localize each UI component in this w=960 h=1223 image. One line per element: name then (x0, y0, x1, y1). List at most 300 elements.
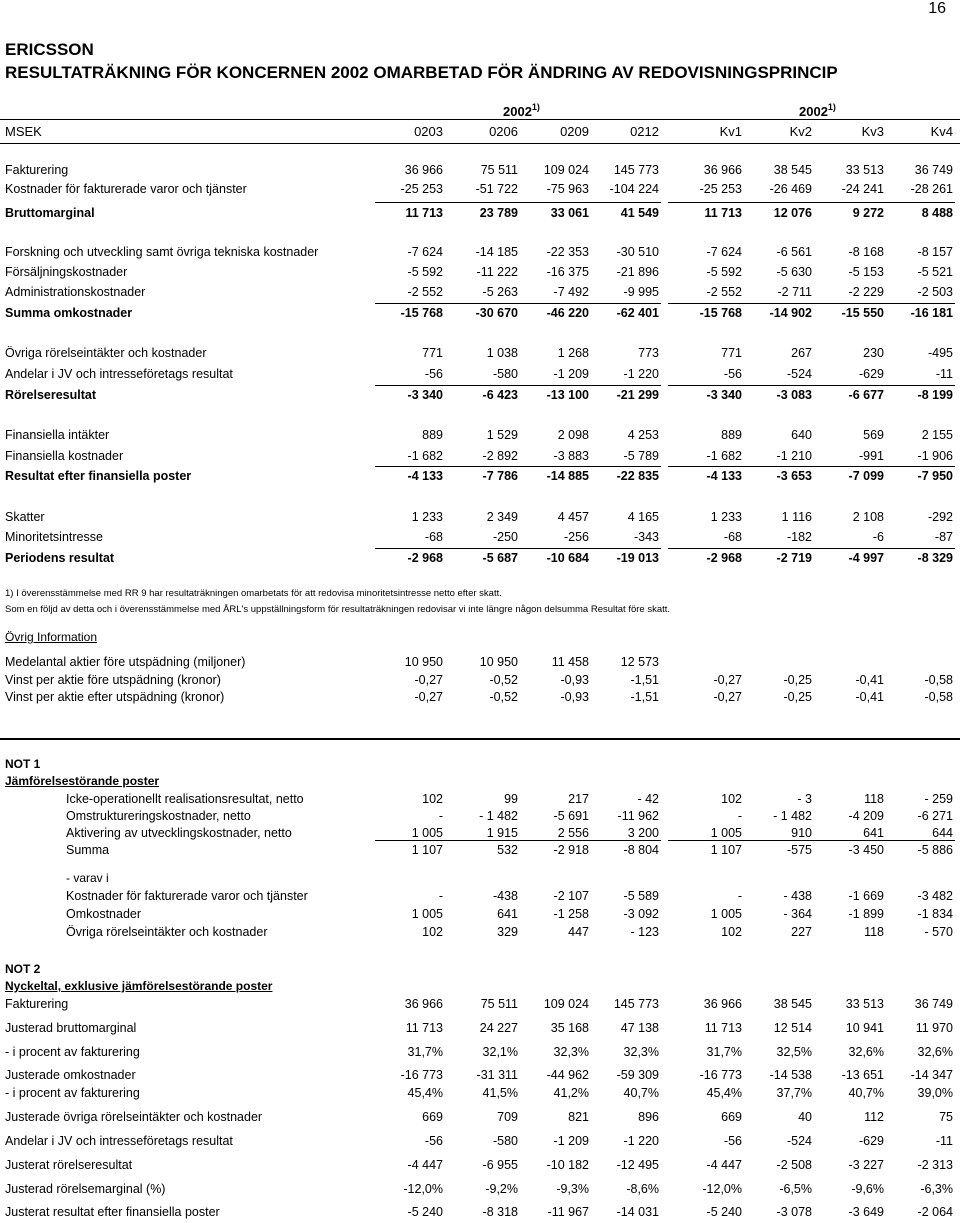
cell-value: -15 550 (841, 306, 884, 320)
table-row (0, 843, 960, 861)
cell-value: 33 513 (845, 997, 884, 1011)
cell-value: 532 (497, 843, 518, 857)
cell-value: -56 (424, 367, 443, 381)
cell-value: -2 107 (553, 889, 589, 903)
cell-value: -3 078 (776, 1205, 812, 1219)
cell-value: 2 108 (852, 510, 884, 524)
currency-header: MSEK (5, 124, 42, 139)
cell-value: -7 624 (706, 245, 742, 259)
cell-value: 4 457 (557, 510, 589, 524)
table-row (0, 388, 960, 406)
subtotal-rule (668, 466, 955, 467)
cell-value: -3 450 (848, 843, 884, 857)
row-label: Justerad bruttomarginal (5, 1021, 137, 1035)
cell-value: 2 155 (921, 428, 953, 442)
cell-value: -2 968 (706, 551, 742, 565)
table-row (0, 809, 960, 827)
column-header: Kv3 (861, 124, 884, 139)
cell-value: -22 353 (546, 245, 589, 259)
row-label: Rörelseresultat (5, 388, 97, 402)
cell-value: -44 962 (546, 1068, 589, 1082)
not1-heading: NOT 1 (5, 757, 41, 771)
cell-value: -56 (723, 367, 742, 381)
cell-value: -5 521 (917, 265, 953, 279)
row-label: Omstruktureringskostnader, netto (66, 809, 251, 823)
cell-value: -0,25 (783, 690, 812, 704)
cell-value: 773 (638, 346, 659, 360)
cell-value: 36 966 (703, 163, 742, 177)
cell-value: -4 447 (706, 1158, 742, 1172)
cell-value: -495 (927, 346, 953, 360)
row-label: Icke-operationellt realisationsresultat, netto (66, 792, 304, 806)
cell-value: 230 (863, 346, 884, 360)
cell-value: -10 684 (546, 551, 589, 565)
cell-value: -4 447 (407, 1158, 443, 1172)
cell-value: 118 (864, 925, 884, 939)
cell-value: -5 240 (706, 1205, 742, 1219)
cell-value: -5 589 (623, 889, 659, 903)
cell-value: -6,3% (920, 1182, 953, 1196)
row-label: Aktivering av utvecklingskostnader, netto (66, 826, 292, 840)
cell-value: 36 966 (703, 997, 742, 1011)
table-row (0, 306, 960, 324)
table-row (0, 285, 960, 303)
cell-value: -1 210 (776, 449, 812, 463)
row-label: Fakturering (5, 163, 69, 177)
table-row (0, 826, 960, 844)
table-row (0, 1021, 960, 1039)
cell-value: -16 773 (699, 1068, 742, 1082)
cell-value: -31 311 (476, 1068, 518, 1082)
row-label: Andelar i JV och intresseföretags resultat (5, 1134, 233, 1148)
subtotal-rule (375, 840, 661, 841)
cell-value: -19 013 (616, 551, 659, 565)
cell-value: -3 083 (776, 388, 812, 402)
cell-value: -524 (786, 1134, 812, 1148)
cell-value: -0,25 (783, 673, 812, 687)
cell-value: 36 966 (404, 997, 443, 1011)
cell-value: -12,0% (702, 1182, 742, 1196)
cell-value: 1 107 (710, 843, 742, 857)
cell-value: -9,2% (485, 1182, 518, 1196)
cell-value: 1 005 (710, 826, 742, 840)
cell-value: -2 968 (407, 551, 443, 565)
cell-value: 36 749 (914, 163, 953, 177)
cell-value: 569 (863, 428, 884, 442)
cell-value: -8 804 (623, 843, 659, 857)
subtotal-rule (375, 303, 661, 304)
cell-value: -15 768 (400, 306, 443, 320)
cell-value: -12,0% (403, 1182, 443, 1196)
subtotal-rule (668, 202, 955, 203)
table-row (0, 673, 960, 691)
cell-value: -75 963 (546, 182, 589, 196)
table-row (0, 206, 960, 224)
cell-value: 41,2% (553, 1086, 589, 1100)
cell-value: -4 133 (706, 469, 742, 483)
cell-value: -6 677 (848, 388, 884, 402)
cell-value: -0,52 (489, 673, 518, 687)
cell-value: 35 168 (550, 1021, 589, 1035)
row-label: Justerade övriga rörelseintäkter och kostnader (5, 1110, 263, 1124)
cell-value: 4 165 (627, 510, 659, 524)
cell-value: -343 (633, 530, 659, 544)
cell-value: -30 670 (475, 306, 518, 320)
cell-value: 11 713 (704, 206, 742, 220)
table-row (0, 245, 960, 263)
column-header: Kv2 (789, 124, 812, 139)
cell-value: 12 573 (620, 655, 659, 669)
cell-value: -5 592 (706, 265, 742, 279)
cell-value: -8 329 (917, 551, 953, 565)
not2-heading: NOT 2 (5, 962, 41, 976)
cell-value: -256 (563, 530, 589, 544)
table-row (0, 530, 960, 548)
cell-value: 896 (638, 1110, 659, 1124)
cell-value: -1 220 (623, 1134, 659, 1148)
cell-value: 10 941 (845, 1021, 884, 1035)
cell-value: 75 511 (480, 997, 518, 1011)
cell-value: 1 915 (486, 826, 518, 840)
cell-value: 112 (864, 1110, 884, 1124)
cell-value: 32,5% (776, 1045, 812, 1059)
cell-value: 99 (504, 792, 518, 806)
row-label: Administrationskostnader (5, 285, 146, 299)
table-row (0, 655, 960, 673)
cell-value: -59 309 (616, 1068, 659, 1082)
table-row (0, 163, 960, 181)
cell-value: -0,58 (924, 690, 953, 704)
cell-value: -0,93 (560, 673, 589, 687)
cell-value: 641 (497, 907, 518, 921)
cell-value: -5 592 (407, 265, 443, 279)
cell-value: -5 263 (482, 285, 518, 299)
cell-value: -1 669 (848, 889, 884, 903)
cell-value: -30 510 (616, 245, 659, 259)
cell-value: 109 024 (543, 997, 589, 1011)
cell-value: 447 (568, 925, 589, 939)
cell-value: -1 682 (407, 449, 443, 463)
row-label: Summa (66, 843, 110, 857)
cell-value: -629 (858, 367, 884, 381)
page-number: 16 (928, 0, 946, 17)
row-label: Omkostnader (66, 907, 142, 921)
cell-value: -11 967 (547, 1205, 589, 1219)
ovrig-information-heading: Övrig Information (5, 630, 98, 644)
cell-value: -13 651 (841, 1068, 884, 1082)
cell-value: 38 545 (773, 163, 812, 177)
cell-value: 31,7% (407, 1045, 443, 1059)
cell-value: -0,27 (713, 690, 742, 704)
row-label: Minoritetsintresse (5, 530, 103, 544)
cell-value: -182 (786, 530, 812, 544)
cell-value: - 3 (797, 792, 812, 806)
cell-value: -28 261 (910, 182, 953, 196)
table-row (0, 265, 960, 283)
cell-value: -2 711 (777, 285, 812, 299)
cell-value: 31,7% (706, 1045, 742, 1059)
cell-value: 33 061 (550, 206, 589, 220)
cell-value: -580 (492, 367, 518, 381)
cell-value: 102 (422, 925, 443, 939)
company-name: ERICSSON (5, 40, 94, 59)
column-header: 0209 (560, 124, 589, 139)
cell-value: 36 749 (914, 997, 953, 1011)
cell-value: -5 789 (623, 449, 659, 463)
row-label: Medelantal aktier före utspädning (miljoner) (5, 655, 246, 669)
cell-value: -7 786 (482, 469, 518, 483)
subtotal-rule (668, 385, 955, 386)
cell-value: -1 682 (706, 449, 742, 463)
cell-value: -524 (786, 367, 812, 381)
subtotal-rule (668, 548, 955, 549)
cell-value: 2 556 (557, 826, 589, 840)
cell-value: -3 482 (917, 889, 953, 903)
row-label: Summa omkostnader (5, 306, 133, 320)
cell-value: -2 552 (407, 285, 443, 299)
table-row (0, 1134, 960, 1152)
row-label: Finansiella intäkter (5, 428, 110, 442)
cell-value: -1 220 (623, 367, 659, 381)
cell-value: -11 222 (476, 265, 518, 279)
cell-value: -5 153 (848, 265, 884, 279)
cell-value: - (438, 809, 443, 823)
cell-value: -991 (858, 449, 884, 463)
cell-value: -2 892 (482, 449, 518, 463)
cell-value: 1 116 (781, 510, 812, 524)
cell-value: -3 227 (848, 1158, 884, 1172)
cell-value: -3 092 (623, 907, 659, 921)
cell-value: -0,27 (414, 673, 443, 687)
table-row (0, 346, 960, 364)
row-label: Bruttomarginal (5, 206, 95, 220)
row-label: Periodens resultat (5, 551, 115, 565)
cell-value: -1 899 (848, 907, 884, 921)
cell-value: 32,1% (482, 1045, 518, 1059)
cell-value: -2 229 (848, 285, 884, 299)
cell-value: 12 076 (773, 206, 812, 220)
cell-value: 669 (422, 1110, 443, 1124)
cell-value: 669 (721, 1110, 742, 1124)
cell-value: 23 789 (479, 206, 518, 220)
cell-value: 102 (422, 792, 443, 806)
row-label: - i procent av fakturering (5, 1045, 140, 1059)
cell-value: 709 (497, 1110, 518, 1124)
cell-value: -5 691 (553, 809, 589, 823)
cell-value: -3 649 (848, 1205, 884, 1219)
cell-value: 3 200 (627, 826, 659, 840)
row-label: Försäljningskostnader (5, 265, 128, 279)
table-row (0, 1110, 960, 1128)
cell-value: 41,5% (482, 1086, 518, 1100)
cell-value: - 438 (783, 889, 812, 903)
cell-value: 47 138 (620, 1021, 659, 1035)
cell-value: 9 272 (852, 206, 884, 220)
cell-value: -7 492 (553, 285, 589, 299)
cell-value: 771 (422, 346, 443, 360)
cell-value: - 1 482 (773, 809, 812, 823)
not1-subheading: Jämförelsestörande poster (5, 774, 160, 788)
row-label: Justerat resultat efter finansiella poster (5, 1205, 220, 1219)
cell-value: 1 529 (486, 428, 518, 442)
cell-value: 1 005 (710, 907, 742, 921)
cell-value: 217 (568, 792, 589, 806)
cell-value: -575 (786, 843, 812, 857)
cell-value: 640 (791, 428, 812, 442)
header-bottom-rule (0, 143, 960, 144)
cell-value: 1 107 (411, 843, 443, 857)
row-label: - i procent av fakturering (5, 1086, 140, 1100)
cell-value: -629 (858, 1134, 884, 1148)
cell-value: -3 883 (553, 449, 589, 463)
cell-value: -12 495 (616, 1158, 659, 1172)
cell-value: 1 233 (710, 510, 742, 524)
cell-value: -8,6% (626, 1182, 659, 1196)
cell-value: -1 258 (553, 907, 589, 921)
cell-value: 45,4% (706, 1086, 742, 1100)
cell-value: 8 488 (921, 206, 953, 220)
cell-value: - 42 (637, 792, 659, 806)
cell-value: -51 722 (475, 182, 518, 196)
cell-value: - (737, 809, 742, 823)
row-label: Vinst per aktie efter utspädning (kronor) (5, 690, 225, 704)
table-row (0, 449, 960, 467)
row-label: Övriga rörelseintäkter och kostnader (66, 925, 268, 939)
table-row (0, 182, 960, 200)
cell-value: -2 313 (917, 1158, 953, 1172)
cell-value: -2 552 (706, 285, 742, 299)
cell-value: -14 885 (546, 469, 589, 483)
cell-value: -1 209 (553, 367, 589, 381)
cell-value: 33 513 (845, 163, 884, 177)
subtotal-rule (668, 840, 955, 841)
cell-value: -15 768 (699, 306, 742, 320)
cell-value: -16 181 (910, 306, 953, 320)
row-label: Skatter (5, 510, 45, 524)
cell-value: -14 538 (769, 1068, 812, 1082)
cell-value: -62 401 (616, 306, 659, 320)
cell-value: -9,6% (851, 1182, 884, 1196)
table-row (0, 367, 960, 385)
table-row (0, 1086, 960, 1104)
cell-value: -4 997 (848, 551, 884, 565)
column-header: 0212 (630, 124, 659, 139)
cell-value: -0,52 (489, 690, 518, 704)
cell-value: 10 950 (404, 655, 443, 669)
year-header-right: 2002$^{1)}$ (799, 102, 836, 119)
cell-value: -25 253 (699, 182, 742, 196)
cell-value: 38 545 (773, 997, 812, 1011)
cell-value: 109 024 (543, 163, 589, 177)
table-row (0, 469, 960, 487)
cell-value: -24 241 (841, 182, 884, 196)
cell-value: -11 962 (617, 809, 659, 823)
cell-value: 45,4% (407, 1086, 443, 1100)
not1-varav-label: - varav i (66, 871, 109, 885)
cell-value: -3 340 (706, 388, 742, 402)
cell-value: - 1 482 (479, 809, 518, 823)
cell-value: -1 209 (553, 1134, 589, 1148)
cell-value: -25 253 (400, 182, 443, 196)
cell-value: -2 918 (553, 843, 589, 857)
table-row (0, 1182, 960, 1200)
cell-value: 2 349 (486, 510, 518, 524)
cell-value: - 364 (783, 907, 812, 921)
cell-value: -5 240 (407, 1205, 443, 1219)
column-header: 0203 (414, 124, 443, 139)
cell-value: -10 182 (546, 1158, 589, 1172)
cell-value: -8 199 (917, 388, 953, 402)
cell-value: 12 514 (773, 1021, 812, 1035)
cell-value: -4 209 (848, 809, 884, 823)
cell-value: -0,27 (414, 690, 443, 704)
row-label: Kostnader för fakturerade varor och tjänster (66, 889, 308, 903)
table-row (0, 690, 960, 708)
cell-value: -9 995 (623, 285, 659, 299)
cell-value: 889 (422, 428, 443, 442)
subtotal-rule (375, 202, 661, 203)
table-row (0, 1045, 960, 1063)
cell-value: 11 970 (915, 1021, 953, 1035)
cell-value: -6 271 (917, 809, 953, 823)
cell-value: -16 375 (546, 265, 589, 279)
cell-value: - 570 (924, 925, 953, 939)
cell-value: 32,3% (553, 1045, 589, 1059)
cell-value: -14 185 (475, 245, 518, 259)
cell-value: 889 (721, 428, 742, 442)
cell-value: -56 (424, 1134, 443, 1148)
year-header-left: 2002$^{1)}$ (503, 102, 540, 119)
cell-value: 145 773 (613, 163, 659, 177)
column-header: Kv4 (930, 124, 953, 139)
cell-value: -21 299 (616, 388, 659, 402)
cell-value: -438 (492, 889, 518, 903)
cell-value: -87 (934, 530, 953, 544)
cell-value: 102 (721, 925, 742, 939)
cell-value: -2 064 (917, 1205, 953, 1219)
table-row (0, 997, 960, 1015)
cell-value: 75 511 (480, 163, 518, 177)
header-top-rule (0, 119, 960, 120)
cell-value: 40,7% (848, 1086, 884, 1100)
cell-value: 36 966 (404, 163, 443, 177)
cell-value: -8 318 (482, 1205, 518, 1219)
row-label: Justerade omkostnader (5, 1068, 136, 1082)
cell-value: -1 906 (917, 449, 953, 463)
cell-value: 267 (791, 346, 812, 360)
cell-value: 821 (568, 1110, 589, 1124)
cell-value: 39,0% (917, 1086, 953, 1100)
subtotal-rule (668, 303, 955, 304)
cell-value: 32,6% (848, 1045, 884, 1059)
cell-value: -6,5% (779, 1182, 812, 1196)
row-label: Vinst per aktie före utspädning (kronor) (5, 673, 221, 687)
table-row (0, 1158, 960, 1176)
row-label: Resultat efter finansiella poster (5, 469, 192, 483)
cell-value: -2 719 (776, 551, 812, 565)
subtotal-rule (375, 466, 661, 467)
cell-value: -26 469 (769, 182, 812, 196)
cell-value: 1 038 (486, 346, 518, 360)
cell-value: -2 508 (776, 1158, 812, 1172)
page-title: RESULTATRÄKNING FÖR KONCERNEN 2002 OMARBETAD FÖR ÄNDRING AV REDOVISNINGSPRINCIP (5, 63, 838, 82)
table-row (0, 925, 960, 943)
cell-value: -14 031 (616, 1205, 659, 1219)
table-row (0, 428, 960, 446)
cell-value: -11 (935, 1134, 953, 1148)
cell-value: -0,41 (855, 673, 884, 687)
not1-top-rule (0, 738, 960, 740)
